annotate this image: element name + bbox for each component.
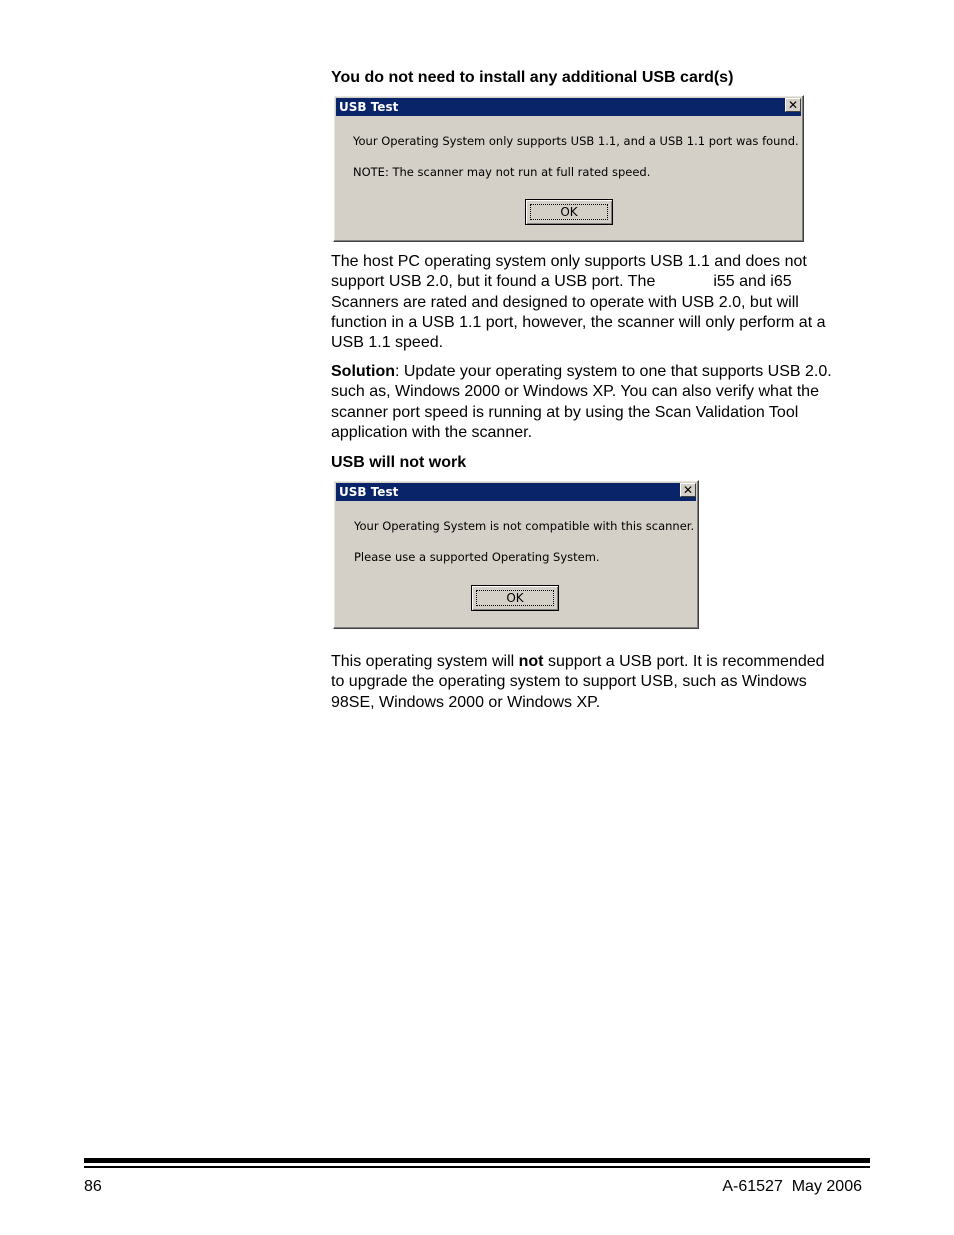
para-line: 98SE, Windows 2000 or Windows XP. [331,693,601,711]
para-line: The host PC operating system only supports USB 1.1 and does not [331,253,807,270]
not-emphasis: not [518,653,544,670]
document-id: A-61527 May 2006 [722,1178,862,1195]
ok-button[interactable] [471,585,559,611]
para-line: such as, Windows 2000 or Windows XP. You can also verify what the [331,383,819,401]
ok-button-label: OK [530,204,608,220]
para-line: scanner port speed is running at by using the Scan Validation Tool [331,403,799,421]
close-icon[interactable]: ✕ [680,483,696,497]
para-line: support USB 2.0, but it found a USB port. The i55 and i65 [331,273,792,291]
dialog-title: USB Test [339,485,399,499]
dialog-title-bar [336,98,801,116]
ok-button-label: OK [476,590,554,606]
dialog-message-line2: Please use a supported Operating System. [354,550,600,564]
para-line: USB 1.1 speed. [331,334,444,352]
dialog-title: USB Test [339,100,399,114]
paragraph-usb11-explanation [331,252,871,353]
solution-label: Solution [331,363,395,380]
para-line: Solution: Update your operating system to one that supports USB 2.0. [331,363,832,380]
para-line: function in a USB 1.1 port, however, the scanner will only perform at a [331,313,826,331]
paragraph-solution [331,362,876,443]
para-line: application with the scanner. [331,423,533,441]
para-line: to upgrade the operating system to support USB, such as Windows [331,673,807,691]
dialog-message-line1: Your Operating System only supports USB 1.1, and a USB 1.1 port was found. [353,134,799,148]
usb-test-dialog-incompatible [333,480,699,629]
usb-test-dialog-usb11 [333,95,804,242]
para-line: Scanners are rated and designed to operate with USB 2.0, but will [331,293,799,311]
paragraph-not-supported [331,652,871,713]
page-number: 86 [84,1178,102,1195]
dialog-title-bar [336,483,696,501]
ok-button[interactable] [525,199,613,225]
section-heading-no-additional-card: You do not need to install any additional USB card(s) [331,69,734,86]
dialog-message-line2: NOTE: The scanner may not run at full rated speed. [353,165,651,179]
dialog-message-line1: Your Operating System is not compatible with this scanner. [354,519,695,533]
para-line: This operating system will not support a USB port. It is recommended [331,653,825,670]
footer-rule-thin [84,1166,870,1168]
section-heading-usb-will-not-work: USB will not work [331,454,467,471]
close-icon[interactable]: ✕ [785,98,801,112]
footer-rule-thick [84,1158,870,1163]
